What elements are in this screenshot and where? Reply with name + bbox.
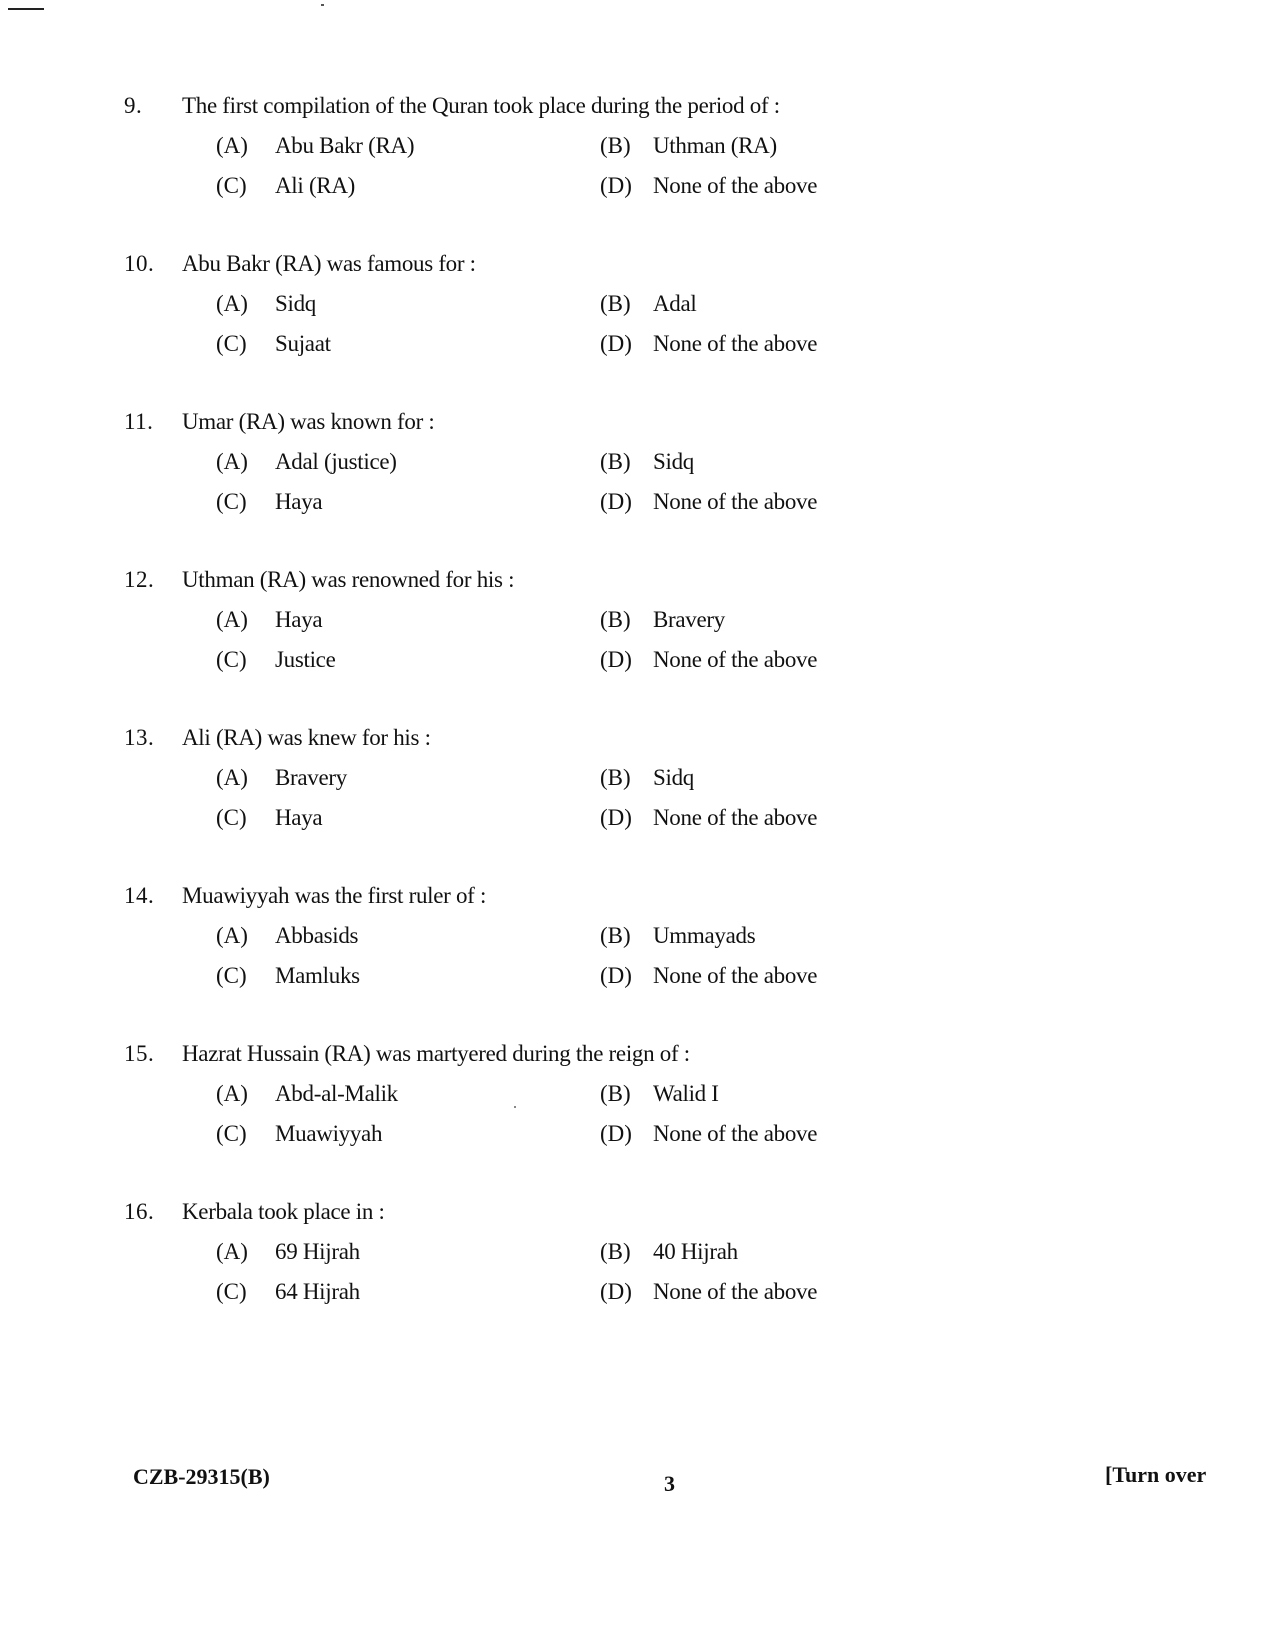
- option-letter: (C): [216, 489, 247, 514]
- question-item: [0, 722, 1275, 862]
- option-letter: (C): [216, 173, 247, 198]
- option-text: Bravery: [653, 607, 725, 632]
- option-text: Walid I: [653, 1081, 719, 1106]
- option-text: Abd-al-Malik: [275, 1081, 398, 1106]
- option-text: Haya: [275, 607, 323, 632]
- question-item: [0, 564, 1275, 704]
- option-letter: (D): [600, 1279, 632, 1304]
- option-letter: (A): [216, 291, 248, 316]
- option-text: None of the above: [653, 647, 818, 672]
- option-text: Muawiyyah: [275, 1121, 383, 1146]
- page-number: 3: [664, 1471, 675, 1496]
- option-text: None of the above: [653, 489, 818, 514]
- question-text: Muawiyyah was the first ruler of :: [182, 883, 487, 908]
- question-number: 11.: [124, 409, 154, 434]
- option-text: None of the above: [653, 1121, 818, 1146]
- option-text: None of the above: [653, 1279, 818, 1304]
- option-letter: (C): [216, 647, 247, 672]
- question-item: [0, 1038, 1275, 1178]
- turn-over-note: [Turn over: [1105, 1462, 1207, 1487]
- option-text: Ummayads: [653, 923, 756, 948]
- option-letter: (A): [216, 133, 248, 158]
- question-text: Ali (RA) was knew for his :: [182, 725, 431, 750]
- option-text: Adal (justice): [275, 449, 397, 474]
- question-text: Abu Bakr (RA) was famous for :: [182, 251, 476, 276]
- question-item: [0, 90, 1275, 230]
- option-letter: (D): [600, 647, 632, 672]
- option-letter: (D): [600, 489, 632, 514]
- option-letter: (D): [600, 963, 632, 988]
- option-text: Haya: [275, 805, 323, 830]
- option-letter: (A): [216, 1081, 248, 1106]
- option-text: Abu Bakr (RA): [275, 133, 415, 158]
- option-text: Sidq: [653, 449, 694, 474]
- question-number: 9.: [124, 93, 143, 118]
- question-number: 13.: [124, 725, 155, 750]
- question-text: Hazrat Hussain (RA) was martyered during the reign of :: [182, 1041, 690, 1066]
- option-text: None of the above: [653, 331, 818, 356]
- question-item: [0, 1196, 1275, 1336]
- option-letter: (C): [216, 963, 247, 988]
- question-text: The first compilation of the Quran took place during the period of :: [182, 93, 780, 118]
- question-item: [0, 880, 1275, 1020]
- option-text: 69 Hijrah: [275, 1239, 360, 1264]
- option-letter: (C): [216, 1279, 247, 1304]
- question-number: 15.: [124, 1041, 155, 1066]
- paper-code: CZB-29315(B): [133, 1464, 270, 1489]
- option-letter: (B): [600, 133, 631, 158]
- question-number: 16.: [124, 1199, 155, 1224]
- option-text: 64 Hijrah: [275, 1279, 360, 1304]
- option-letter: (C): [216, 805, 247, 830]
- option-letter: (A): [216, 607, 248, 632]
- option-text: Uthman (RA): [653, 133, 777, 158]
- option-text: None of the above: [653, 805, 818, 830]
- option-text: None of the above: [653, 173, 818, 198]
- option-text: Bravery: [275, 765, 347, 790]
- option-letter: (A): [216, 449, 248, 474]
- option-letter: (D): [600, 805, 632, 830]
- question-number: 10.: [124, 251, 155, 276]
- option-letter: (B): [600, 291, 631, 316]
- question-item: [0, 248, 1275, 388]
- option-letter: (B): [600, 765, 631, 790]
- option-letter: (A): [216, 923, 248, 948]
- question-number: 12.: [124, 567, 155, 592]
- option-text: Sidq: [653, 765, 694, 790]
- option-text: Justice: [275, 647, 336, 672]
- option-letter: (B): [600, 923, 631, 948]
- option-letter: (B): [600, 607, 631, 632]
- scan-speck: [514, 1106, 516, 1108]
- option-letter: (A): [216, 765, 248, 790]
- corner-scan-mark: [8, 8, 44, 10]
- option-letter: (D): [600, 1121, 632, 1146]
- option-letter: (D): [600, 173, 632, 198]
- option-text: Adal: [653, 291, 697, 316]
- option-text: Sidq: [275, 291, 316, 316]
- option-letter: (B): [600, 449, 631, 474]
- option-text: 40 Hijrah: [653, 1239, 738, 1264]
- question-number: 14.: [124, 883, 155, 908]
- question-text: Uthman (RA) was renowned for his :: [182, 567, 515, 592]
- question-text: Kerbala took place in :: [182, 1199, 385, 1224]
- scan-speck: [321, 4, 324, 6]
- option-letter: (A): [216, 1239, 248, 1264]
- option-text: Sujaat: [275, 331, 331, 356]
- option-text: Ali (RA): [275, 173, 356, 198]
- option-letter: (C): [216, 331, 247, 356]
- option-letter: (B): [600, 1239, 631, 1264]
- option-text: None of the above: [653, 963, 818, 988]
- option-text: Mamluks: [275, 963, 360, 988]
- option-text: Abbasids: [275, 923, 359, 948]
- option-letter: (B): [600, 1081, 631, 1106]
- option-letter: (D): [600, 331, 632, 356]
- option-letter: (C): [216, 1121, 247, 1146]
- question-text: Umar (RA) was known for :: [182, 409, 435, 434]
- option-text: Haya: [275, 489, 323, 514]
- question-item: [0, 406, 1275, 546]
